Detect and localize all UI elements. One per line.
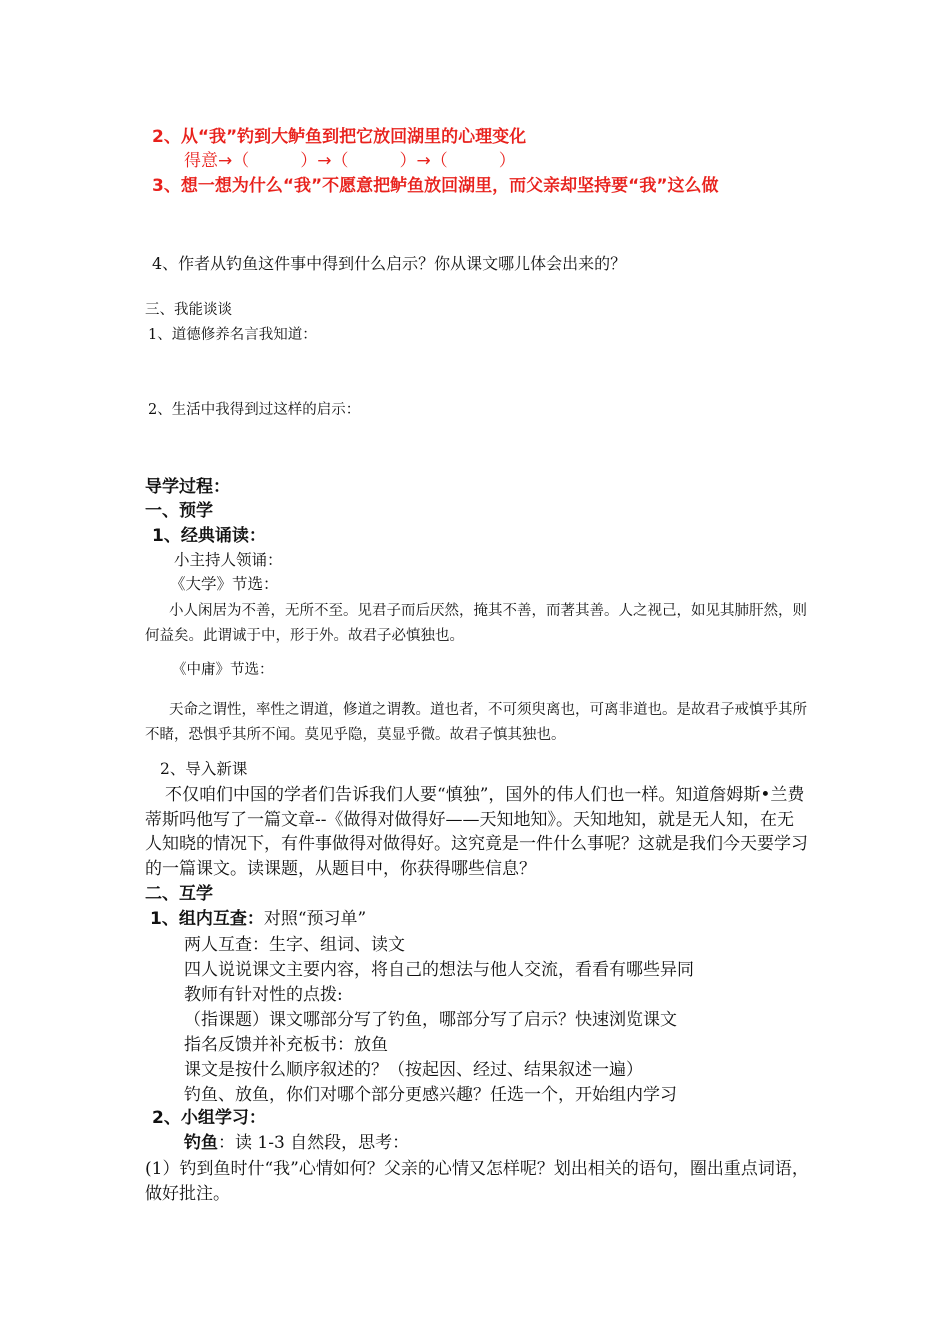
intro-text: 不仅咱们中国的学者们告诉我们人要“慎独”，国外的伟人们也一样。知道詹姆斯•兰费蒂斯吗他写了一篇文章--《做得对做得好——天知地知》。天知地知，就是无人知，在无人知晓的情况下，有件事做得对做得好。这究竟是一件什么事呢？这就是我们今天要学习的一篇课文。读课题，从题目中，你获得哪些信息？ <box>145 785 808 879</box>
fishing-line <box>184 1133 409 1153</box>
question-1: (1）钓到鱼时什“我”心情如何？父亲的心情又怎样呢？划出相关的语句，圈出重点词语，做好批注。 <box>145 1159 809 1204</box>
guide-title: 导学过程： <box>145 477 230 497</box>
fishing-label: 钓鱼 <box>184 1133 218 1153</box>
question-2: 2、从“我”钓到大鲈鱼到把它放回湖里的心理变化 <box>152 127 527 147</box>
section-3-title: 三、我能谈谈 <box>145 302 232 318</box>
host-lead: 小主持人领诵： <box>174 551 283 569</box>
group-check-title: 1、组内互查： <box>150 909 264 929</box>
question-3: 3、想一想为什么“我”不愿意把鲈鱼放回湖里，而父亲却坚持要“我”这么做 <box>152 176 719 196</box>
zhongyong-title: 《中庸》节选： <box>172 662 274 678</box>
question-2-blanks: 得意→（ ）→（ ）→（ ） <box>184 151 516 171</box>
question-4: 4、作者从钓鱼这件事中得到什么启示？你从课文哪儿体会出来的？ <box>152 254 627 273</box>
group-check-text: 对照“预习单” <box>263 909 367 929</box>
daxue-text: 小人闲居为不善，无所不至。见君子而后厌然，掩其不善，而著其善。人之视己，如见其肺肝然，则何益矣。此谓诚于中，形于外。故君子必慎独也。 <box>145 603 807 645</box>
part-2-title: 二、互学 <box>145 884 213 904</box>
step-item: 指名反馈并补充板书：放鱼 <box>184 1035 388 1055</box>
part-1-title: 一、预学 <box>145 501 213 521</box>
section-3-item-1: 1、道德修养名言我知道： <box>148 327 317 343</box>
step-item: 四人说说课文主要内容，将自己的想法与他人交流，看看有哪些异同 <box>184 960 694 980</box>
step-item: 钓鱼、放鱼，你们对哪个部分更感兴趣？任选一个，开始组内学习 <box>184 1085 677 1105</box>
item-1-title: 1、经典诵读： <box>152 526 266 546</box>
daxue-title: 《大学》节选： <box>170 575 279 593</box>
zhongyong-text: 天命之谓性，率性之谓道，修道之谓教。道也者，不可须臾离也，可离非道也。是故君子戒慎乎其所不睹，恐惧乎其所不闻。莫见乎隐，莫显乎微。故君子慎其独也。 <box>145 702 807 744</box>
section-3-item-2: 2、生活中我得到过这样的启示： <box>148 402 361 418</box>
item-2-title: 2、导入新课 <box>160 760 248 778</box>
step-item: 教师有针对性的点拨: <box>184 985 343 1005</box>
fishing-text: ：读 1-3 自然段，思考： <box>218 1133 410 1153</box>
group-study-title: 2、小组学习： <box>152 1108 266 1128</box>
group-check-line <box>150 909 366 929</box>
step-item: 课文是按什么顺序叙述的？（按起因、经过、结果叙述一遍） <box>184 1060 643 1080</box>
step-item: 两人互查：生字、组词、读文 <box>184 935 405 955</box>
steps-list <box>184 933 694 1108</box>
step-item: （指课题）课文哪部分写了钓鱼，哪部分写了启示？快速浏览课文 <box>184 1010 677 1030</box>
